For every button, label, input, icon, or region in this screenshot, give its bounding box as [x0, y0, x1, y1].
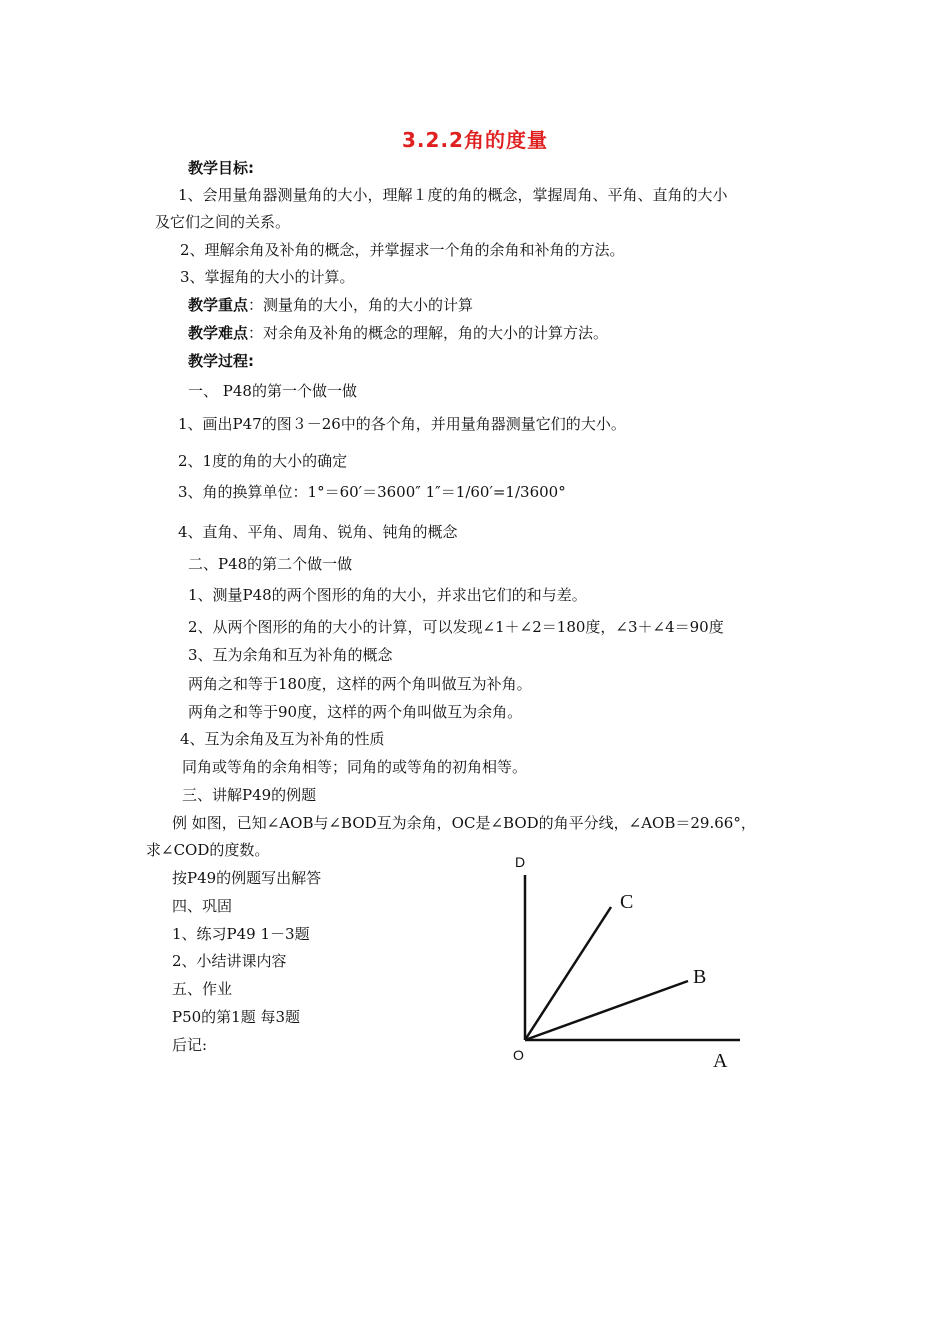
section-2-item-3: 3、互为余角和互为补角的概念	[188, 646, 393, 664]
difficulties-label: 教学难点	[188, 324, 249, 342]
difficulties	[188, 323, 608, 343]
afterword: 后记:	[172, 1036, 208, 1054]
label-o: O	[513, 1047, 524, 1063]
difficulties-text: ：对余角及补角的概念的理解，角的大小的计算方法。	[248, 324, 609, 342]
section-1-item-1: 1、画出P47的图３－26中的各个角，并用量角器测量它们的大小。	[178, 415, 626, 433]
label-d: D	[515, 854, 526, 870]
section-2-item-2: 2、从两个图形的角的大小的计算，可以发现∠1＋∠2＝180度，∠3＋∠4＝90度	[188, 618, 724, 636]
section-4-item-1: 1、练习P49 1－3题	[172, 925, 310, 943]
section-4-heading: 四、巩固	[172, 897, 233, 915]
example-line-2: 求∠COD的度数。	[146, 841, 270, 859]
label-b: B	[693, 966, 707, 988]
key-points	[188, 295, 473, 315]
label-c: C	[620, 891, 634, 913]
ray-oc	[525, 907, 611, 1040]
objectives-heading: 教学目标:	[188, 159, 254, 177]
label-a: A	[713, 1050, 728, 1072]
section-5-text: P50的第1题 每3题	[172, 1008, 301, 1026]
example-line-1: 例 如图，已知∠AOB与∠BOD互为余角，OC是∠BOD的角平分线，∠AOB＝29.66°，	[172, 814, 756, 832]
section-2-item-1: 1、测量P48的两个图形的角的大小，并求出它们的和与差。	[188, 586, 587, 604]
section-1-item-3: 3、角的换算单位：1°＝60′＝3600″ 1″＝1/60′=1/3600°	[178, 483, 566, 501]
section-2-heading: 二、P48的第二个做一做	[188, 555, 353, 573]
objective-3: 3、掌握角的大小的计算。	[180, 268, 355, 286]
section-2-property: 同角或等角的余角相等；同角的或等角的初角相等。	[182, 758, 528, 776]
section-2-definition-1: 两角之和等于180度，这样的两个角叫做互为补角。	[188, 675, 532, 693]
angle-diagram	[500, 845, 750, 1075]
process-heading: 教学过程:	[188, 352, 254, 370]
section-1-item-2: 2、1度的角的大小的确定	[178, 452, 348, 470]
example-task: 按P49的例题写出解答	[172, 869, 322, 887]
section-2-definition-2: 两角之和等于90度，这样的两个角叫做互为余角。	[188, 703, 523, 721]
key-points-label: 教学重点	[188, 296, 249, 314]
section-1-item-4: 4、直角、平角、周角、锐角、钝角的概念	[178, 523, 458, 541]
section-1-heading: 一、 P48的第一个做一做	[188, 382, 357, 400]
objective-2: 2、理解余角及补角的概念，并掌握求一个角的余角和补角的方法。	[180, 241, 625, 259]
objective-1-line-1: 1、会用量角器测量角的大小，理解１度的角的概念，掌握周角、平角、直角的大小	[178, 186, 728, 204]
document-title: 3.2.2角的度量	[402, 128, 548, 152]
key-points-text: ：测量角的大小，角的大小的计算	[248, 296, 474, 314]
section-5-heading: 五、作业	[172, 980, 233, 998]
section-2-item-4: 4、互为余角及互为补角的性质	[180, 730, 385, 748]
ray-ob	[525, 981, 688, 1040]
objective-1-line-2: 及它们之间的关系。	[155, 213, 291, 231]
section-3-heading: 三、讲解P49的例题	[182, 786, 317, 804]
section-4-item-2: 2、小结讲课内容	[172, 952, 287, 970]
angle-figure	[500, 845, 750, 1075]
